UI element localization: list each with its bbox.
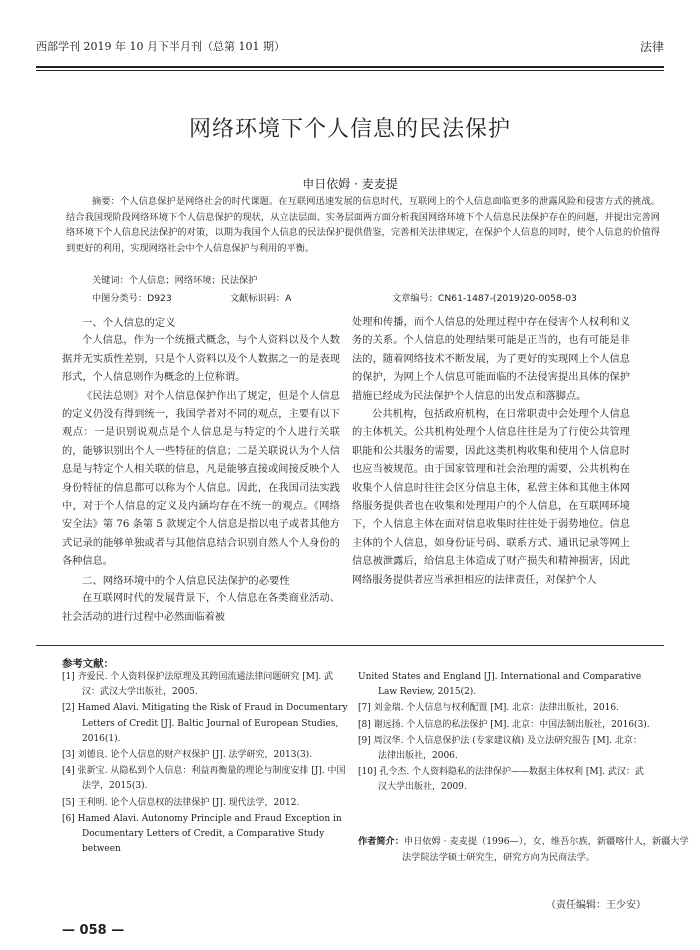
reference-item: [9] 周汉华. 个人信息保护法 (专家建议稿) 及立法研究报告 [M]. 北京：法律出版社，2006. [358, 735, 642, 762]
header-rule [36, 66, 664, 68]
paragraph: 个人信息，作为一个统摄式概念，与个人资料以及个人数据并无实质性差别，只是个人资料以及个人数据之一的是表现形式，个人信息则作为概念的上位称谓。 [62, 335, 340, 384]
responsible-editor: （责任编辑：王少安） [546, 900, 646, 911]
paragraph: 处理和传播，而个人信息的处理过程中存在侵害个人权利和义务的关系。个人信息的处理结果可能是正当的，也有可能是非法的，随着网络技术不断发展，为了更好的实现网上个人信息的保护，为网上个人信息可能面临的不法侵害提出具体的保护措施已经成为民法保护个人信息的出发点和落脚点。 [352, 317, 630, 402]
section-heading: 一、个人信息的定义 [82, 317, 176, 329]
references-left [62, 670, 350, 858]
reference-item: [3] 刘德良. 论个人信息的财产权保护 [J]. 法学研究，2013(3). [62, 750, 313, 761]
body-column-left [62, 314, 340, 627]
document-code: 文献标识码：A [230, 293, 292, 304]
reference-item: [4] 张新宝. 从隐私到个人信息：利益再衡量的理论与制度安排 [J]. 中国法学，2015(3). [62, 766, 346, 792]
author-info-text: 申日依姆 · 麦麦提（1996—），女，维吾尔族，新疆喀什人，新疆大学法学院法学硕士研究生，研究方向为民商法学。 [402, 836, 689, 863]
header-rule-thin [36, 70, 664, 71]
reference-item: United States and England [J]. International and Comparative Law Review, 2015(2). [358, 672, 642, 698]
running-header [36, 36, 664, 58]
author-info-label: 作者简介： [358, 836, 404, 847]
body-column-right [352, 314, 630, 590]
paragraph: 在互联网时代的发展背景下，个人信息在各类商业活动、社会活动的进行过程中必然面临着被 [62, 593, 340, 623]
reference-item: [7] 刘金瑞. 个人信息与权利配置 [M]. 北京：法律出版社，2016. [358, 703, 619, 714]
paragraph: 《民法总则》对个人信息保护作出了规定，但是个人信息的定义仍没有得到统一，我国学者对不同的观点，主要有以下观点：一是识别说观点是个人信息是与特定的个人进行关联的，能够识别出个人一些特征的信息；二是关联说认为个人信息是与特定个人相关联的信息，凡是能够直接或间接反映个人身份特征的信息都可以称为个人信息。因此，在我国司法实践中，对于个人信息的定义及内涵均存在不统一的观点。《网络安全法》第 76 条第 5 款规定个人信息是指以电子或者其他方式记录的能够单独或者与其他信息结合识别自然人个人身份的各种信息。 [62, 390, 340, 568]
reference-item: [6] Hamed Alavi. Autonomy Principle and Fraud Exception in Documentary Letters of Credit, a Comparative Study between [62, 813, 342, 855]
reference-item: [1] 齐爱民. 个人资料保护法原理及其跨国流通法律问题研究 [M]. 武汉：武汉大学出版社，2005. [62, 672, 334, 698]
page-number: — 058 — [62, 923, 125, 938]
abstract: 摘要：个人信息保护是网络社会的时代课题。在互联网迅速发展的信息时代，互联网上的个人信息面临更多的泄露风险和侵害方式的挑战。结合我国现阶段网络环境下个人信息保护的现状，从立法层面、实务层面两方面分析我国网络环境下个人信息民法保护存在的问题，并提出完善网络环境下个人信息民法保护的对策，以期为我国个人信息的民法保护提供借鉴，完善相关法律规定，在保护个人信息的同时，使个人信息的价值得到更好的利用，实现网络社会中个人信息保护与利用的平衡。 [66, 196, 660, 254]
references-rule [36, 645, 664, 646]
reference-item: [2] Hamed Alavi. Mitigating the Risk of Fraud in Documentary Letters of Credit [J]. Baltic Journal of European Studies, 2016(1). [62, 703, 348, 744]
reference-item: [5] 王利明. 论个人信息权的法律保护 [J]. 现代法学，2012. [62, 797, 300, 808]
class-number: 中图分类号：D923 [92, 293, 172, 304]
article-number: 文章编号：CN61-1487-(2019)20-0058-03 [392, 293, 577, 304]
references-title: 参考文献： [62, 658, 114, 670]
reference-item: [8] 谢远扬. 个人信息的私法保护 [M]. 北京：中国法制出版社，2016(3). [358, 719, 650, 730]
reference-item: [10] 孔令杰. 个人资料隐私的法律保护——数据主体权利 [M]. 武汉：武汉大学出版社，2009. [358, 767, 644, 793]
article-authors: 申日依姆 · 麦麦提 [302, 177, 398, 191]
references-right [358, 670, 650, 797]
keywords: 关键词：个人信息；网络环境；民法保护 [92, 275, 258, 286]
section-heading: 二、网络环境中的个人信息民法保护的必要性 [82, 574, 290, 587]
author-info [358, 834, 694, 866]
journal-issue: 西部学刊 2019 年 10 月下半月刊（总第 101 期） [36, 40, 285, 53]
paragraph: 公共机构，包括政府机构，在日常职责中会处理个人信息的主体机关。公共机构处理个人信息往往是为了行使公共管理职能和公共服务的需要，因此这类机构收集和使用个人信息时也应当被规范。由于国家管理和社会治理的需要，公共机构在收集个人信息时往往会区分信息主体，私营主体和其他主体网络服务提供者也在收集和处理用户的个人信息，在互联网环境下，个人信息主体在面对信息收集时往往处于弱势地位。信息主体的个人信息，如身份证号码、联系方式、通讯记录等网上信息被泄露后，给信息主体造成了财产损失和精神损害，因此网络服务提供者应当承担相应的法律责任，对保护个人 [352, 409, 630, 586]
article-title: 网络环境下个人信息的民法保护 [188, 117, 511, 142]
section-label: 法律 [639, 40, 664, 54]
